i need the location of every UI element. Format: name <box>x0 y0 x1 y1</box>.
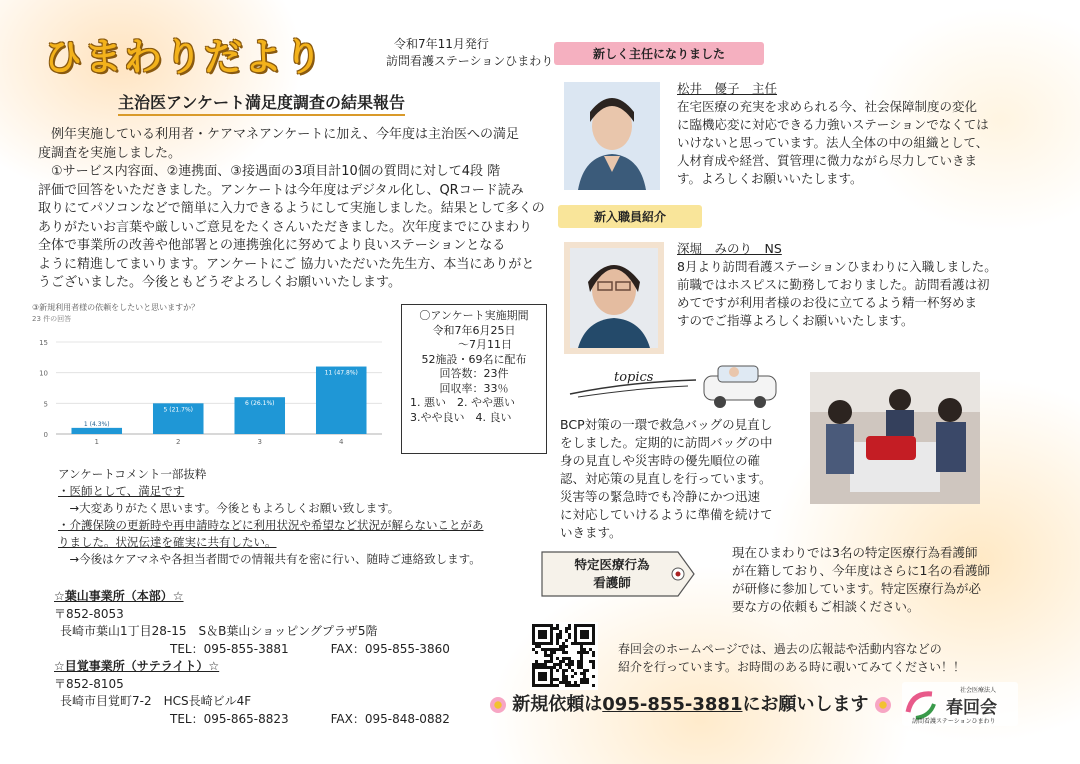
bar-data-label: 6 (26.1%) <box>245 400 275 408</box>
y-tick-label: 15 <box>39 339 48 347</box>
intro-line: 全体で事業所の改善や他部署との連携強化に努めてより良いステーションとなる <box>38 238 506 253</box>
rating-legend: 1. 悪い 2. やや悪い <box>410 396 515 409</box>
intro-line: ①サービス内容面、②連携面、③接遇面の3項目計10個の質問に対して4段 階 <box>38 164 501 179</box>
chief-photo <box>564 82 660 190</box>
bar-data-label: 5 (21.7%) <box>163 406 193 414</box>
tokutei-text <box>732 544 1032 616</box>
qr-code-icon[interactable] <box>530 622 598 690</box>
satellite-office-name: ☆目覚事業所（サテライト）☆ <box>54 659 220 673</box>
survey-intro <box>38 126 548 293</box>
flower-icon <box>875 697 891 713</box>
comment-line: ・介護保険の更新時や再申請時などに利用状況や希望など状況が解らないことがあ <box>58 518 484 532</box>
main-office-name: ☆葉山事業所（本部）☆ <box>54 589 184 603</box>
intro-line: うございました。今後ともどうぞよろしくお願いいたします。 <box>38 275 401 290</box>
logo-corp-type: 社会医療法人 <box>960 687 997 694</box>
topics-line: をしました。定期的に訪問バッグの中 <box>560 435 773 450</box>
bar <box>71 428 122 434</box>
main-office-tel: TEL：095-855-3881 <box>170 641 289 656</box>
topics-line: いきます。 <box>560 525 622 540</box>
period-line: 回収率：33％ <box>439 381 509 395</box>
chief-name: 松井 優子 主任 <box>677 81 778 96</box>
tokutei-tag <box>560 556 664 592</box>
intro-line: ありがたいお言葉や厳しいご意見をたくさんいただきました。次年度までにひまわり <box>38 219 533 235</box>
request-phone[interactable]: 095-855-3881 <box>602 694 743 715</box>
period-line: 〇アンケート実施期間 <box>419 309 529 322</box>
issue-date: 令和7年11月発行 <box>394 37 489 51</box>
comment-line: りました。状況伝達を確実に共有したい。 <box>58 535 277 549</box>
x-tick-label: 2 <box>176 438 181 446</box>
homepage-line: 春回会のホームページでは、過去の広報誌や活動内容などの <box>618 642 942 656</box>
intro-line: ように精進してまいります。アンケートにご 協力いただいた先生方、本当にありがと <box>38 256 535 272</box>
intro-line: 度調査を実施しました。 <box>38 145 182 161</box>
y-tick-label: 10 <box>39 369 48 378</box>
period-line: 52施設・69名に配布 <box>421 352 527 366</box>
new-staff-text <box>677 240 1057 330</box>
topics-line: に対応していけるように準備を続けて <box>560 507 773 522</box>
period-line: 令和7年6月25日 <box>432 323 516 337</box>
new-chief-text <box>677 80 1057 188</box>
topics-line: BCP対策の一環で救急バッグの見直し <box>560 417 773 432</box>
tag-line: 看護師 <box>593 575 631 590</box>
chart-subtitle: 23 件の回答 <box>32 315 72 323</box>
request-prefix: 新規依頼は <box>512 694 603 715</box>
comment-line: ・医師として、満足です <box>58 484 185 498</box>
comment-line: →今後はケアマネや各担当者間での情報共有を密に行い、随時ご連絡致します。 <box>58 552 481 566</box>
request-suffix: にお願いします <box>742 694 869 715</box>
logo-sub: 訪問看護ステーションひまわり <box>912 718 996 725</box>
survey-chart <box>30 302 390 454</box>
chief-line: に臨機応変に対応できる力強いステーションでなくては <box>677 117 989 132</box>
satellite-office-fax: FAX：095-848-0882 <box>330 711 450 726</box>
homepage-line: 紹介を行っています。お時間のある時に覗いてみてください！！ <box>618 660 966 674</box>
staff-portrait-image <box>564 242 664 354</box>
main-office-fax: FAX：095-855-3860 <box>330 641 450 656</box>
chief-portrait-image <box>564 82 660 190</box>
comment-line: →大変ありがたく思います。今後ともよろしくお願い致します。 <box>58 501 400 515</box>
x-tick-label: 3 <box>257 438 262 446</box>
bar-chart-svg <box>30 302 390 454</box>
rating-legend: 3.やや良い 4. 良い <box>410 410 512 424</box>
request-banner <box>490 690 891 716</box>
tokutei-line: が研修に参加しています。特定医療行為が必 <box>732 581 982 596</box>
survey-period-box <box>401 304 547 454</box>
training-scene-image <box>810 372 980 504</box>
chief-line: 在宅医療の充実を求められる今、社会保障制度の変化 <box>677 99 978 114</box>
office-info <box>54 588 474 728</box>
intro-line: 取りにてパソコンなどで簡単に入力できるようにして実施しました。結果として多くの <box>38 201 545 216</box>
homepage-notice <box>618 640 998 676</box>
chief-line: いけないと思っています。法人全体の中の組織として、 <box>677 135 989 150</box>
topics-line: 身の見直しや災害時の優先順位の確 <box>560 453 761 468</box>
tokutei-line: 要な方の依頼もご相談ください。 <box>732 599 920 614</box>
bar <box>316 367 367 434</box>
period-line: 回答数：23件 <box>439 367 509 380</box>
logo-name: 春回会 <box>946 698 997 718</box>
chief-line: 人材育成や経営、質管理に微力ながら尽力していきま <box>677 153 978 168</box>
main-office-zip: 〒852-8053 <box>54 606 124 621</box>
staff-line: めてですが利用者様のお役に立てるよう精一杯努めま <box>677 295 978 310</box>
topics-text <box>560 416 800 542</box>
comment-line: アンケートコメント一部抜粋 <box>58 467 207 481</box>
training-photo <box>810 372 980 504</box>
issue-info <box>386 36 553 70</box>
survey-comments <box>58 466 538 568</box>
new-staff-badge: 新入職員紹介 <box>558 205 702 228</box>
topics-line: 災害等の緊急時でも冷静にかつ迅速 <box>560 489 761 504</box>
intro-line: 評価で回答をいただきました。アンケートは今年度はデジタル化し、QRコード読み <box>38 182 524 198</box>
bar-data-label: 1 (4.3%) <box>83 420 110 428</box>
chart-title: ③新規利用者様の依頼をしたいと思いますか？ <box>32 303 200 312</box>
survey-heading: 主治医アンケート満足度調査の結果報告 <box>118 90 405 116</box>
staff-line: 前職ではホスピスに勤務しておりました。訪問看護は初 <box>677 277 990 292</box>
newsletter-title: ひまわりだより <box>44 35 325 79</box>
bar-data-label: 11 (47.8%) <box>324 369 358 377</box>
tokutei-line: 現在ひまわりでは3名の特定医療行為看護師 <box>732 545 978 560</box>
staff-line: 8月より訪問看護ステーションひまわりに入職しました。 <box>677 259 997 274</box>
period-line: ～7月11日 <box>436 338 512 351</box>
topics-label: topics <box>614 370 654 385</box>
x-tick-label: 4 <box>339 438 344 446</box>
tokutei-line: が在籍しており、今年度はさらに1名の看護師 <box>732 563 990 578</box>
satellite-office-tel: TEL：095-865-8823 <box>170 711 289 726</box>
intro-line: 例年実施している利用者・ケアマネアンケートに加え、今年度は主治医への満足 <box>38 127 520 142</box>
y-tick-label: 0 <box>43 431 48 439</box>
staff-line: すのでご指導よろしくお願いいたします。 <box>677 313 914 328</box>
satellite-office-zip: 〒852-8105 <box>54 676 124 691</box>
car-illustration-icon <box>700 360 780 410</box>
satellite-office-address: 長崎市目覚町7-2 HCS長崎ビル4F <box>60 694 252 708</box>
flower-icon <box>490 697 506 713</box>
topics-line: 認、対応策の見直しを行っています。 <box>560 471 772 486</box>
staff-name: 深堀 みのり NS <box>677 241 782 256</box>
staff-photo <box>564 242 664 354</box>
new-chief-badge: 新しく主任になりました <box>554 42 764 65</box>
chief-line: す。よろしくお願いいたします。 <box>677 171 863 186</box>
station-name: 訪問看護ステーションひまわり <box>386 54 554 68</box>
y-tick-label: 5 <box>43 400 48 409</box>
tag-line: 特定医療行為 <box>574 557 650 572</box>
main-office-address: 長崎市葉山1丁目28-15 S＆B葉山ショッピングプラザ5階 <box>60 624 378 638</box>
x-tick-label: 1 <box>94 438 99 446</box>
shunkaikai-logo <box>902 682 1018 726</box>
